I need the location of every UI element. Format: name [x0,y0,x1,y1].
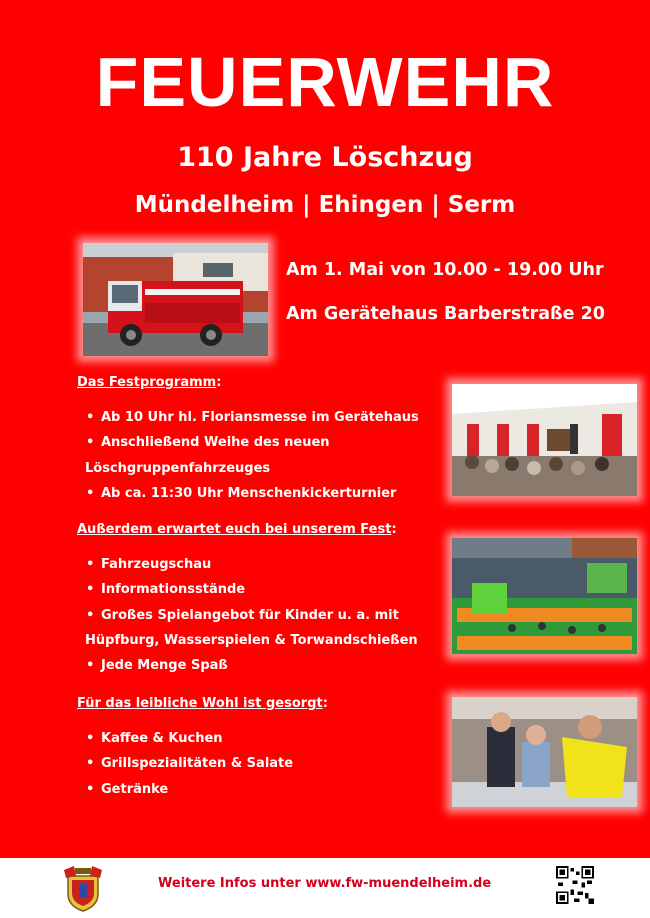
tent-mass-photo [452,384,637,496]
list-item: • Großes Spielangebot für Kinder u. a. mit [77,603,418,628]
section-heading-ausserdem: Außerdem erwartet euch bei unserem Fest: [77,522,397,537]
crest-icon [60,862,106,912]
qr-code-icon[interactable] [556,866,594,904]
section-heading-wohl: Für das leibliche Wohl ist gesorgt: [77,696,328,711]
locations-subtitle: Mündelheim | Ehingen | Serm [134,192,516,218]
ausserdem-list [77,552,418,678]
poster-title: FEUERWEHR [95,43,555,121]
festprogramm-list [77,405,419,506]
anniversary-subtitle: 110 Jahre Löschzug [177,142,473,173]
list-item: • Getränke [77,777,293,802]
list-item: Hüpfburg, Wasserspielen & Torwandschießen [85,632,418,648]
list-item: • Jede Menge Spaß [77,653,418,678]
fire-truck-photo [83,243,268,356]
list-item: • Grillspezialitäten & Salate [77,751,293,776]
list-item: • Kaffee & Kuchen [77,726,293,751]
wohl-list [77,726,293,802]
list-item: • Ab ca. 11:30 Uhr Menschenkickerturnier [77,481,419,506]
list-item: • Anschließend Weihe des neuen [77,430,419,455]
footer-website-text[interactable]: Weitere Infos unter www.fw-muendelheim.de [158,876,492,891]
list-item: • Ab 10 Uhr hl. Floriansmesse im Gerätehaus [77,405,419,430]
list-item: • Fahrzeugschau [77,552,418,577]
festival-staff-photo [452,697,637,807]
list-item: Löschgruppenfahrzeuges [85,460,271,476]
section-heading-festprogramm: Das Festprogramm: [77,375,222,390]
event-date-time: Am 1. Mai von 10.00 - 19.00 Uhr [286,260,604,280]
list-item: • Informationsstände [77,577,418,602]
event-location: Am Gerätehaus Barberstraße 20 [286,304,605,324]
human-kicker-photo [452,538,637,654]
